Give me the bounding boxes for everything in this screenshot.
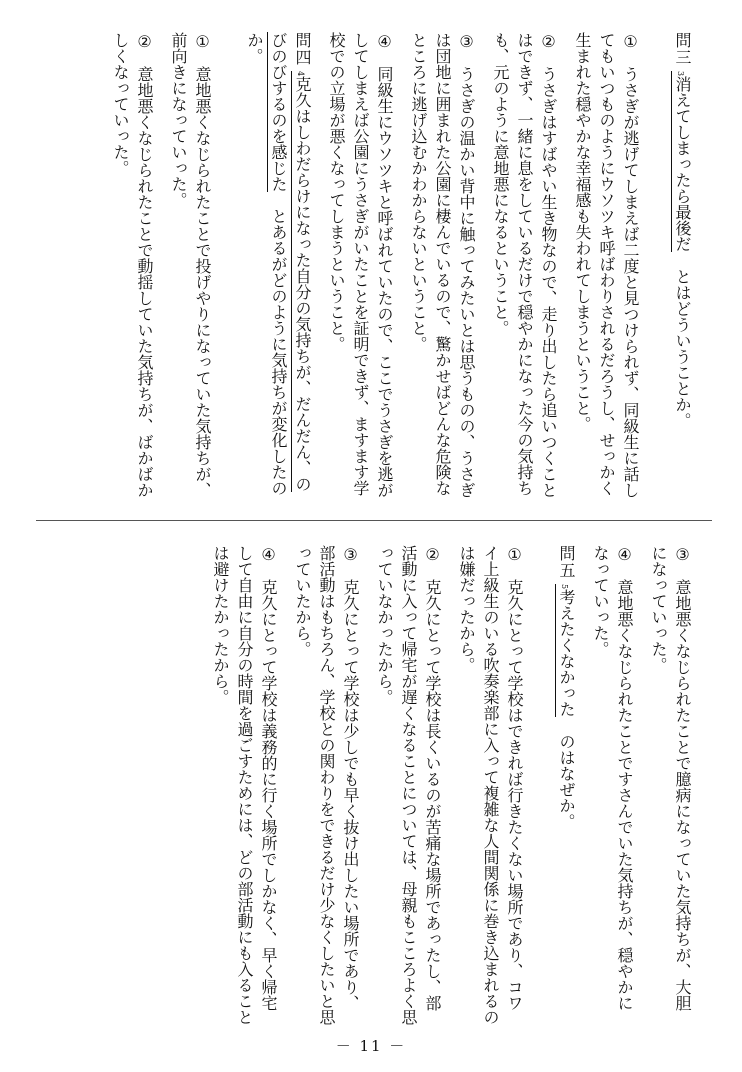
question-5-label: 問五: [557, 545, 576, 579]
question-4-reference-number: 4: [296, 71, 305, 77]
option-number: ①: [505, 545, 524, 564]
option-number: ①: [193, 32, 212, 51]
section-divider: [36, 520, 712, 521]
question-4-prompt: とあるがどのように気持ちが変化したのか。: [245, 32, 288, 496]
question-4-option-3[interactable]: [646, 545, 694, 1025]
option-number: ②: [423, 545, 442, 564]
question-5-reference-number: 5: [560, 584, 569, 590]
option-text: 意地悪くなじられたことで動揺していた気持ちが、ばかばかしくなっていった。: [111, 32, 154, 499]
option-text: うさぎが逃げてしまえば二度と見つけられず、同級生に話してもいつものようにウソツキ呼ばわりされるだろうし、せっかく生まれた穏やかな幸福感も失われてしまうということ。: [573, 32, 640, 499]
question-3-option-1[interactable]: [570, 32, 642, 507]
option-number: ③: [341, 545, 360, 564]
question-3-underlined-text: 3消えてしまったら最後だ: [673, 71, 692, 253]
question-3-reference-number: 3: [676, 71, 685, 77]
option-number: ④: [615, 545, 634, 564]
option-number: ④: [375, 32, 394, 51]
option-text: 克久にとって学校は少しでも早く抜け出したい場所であり、部活動はもちろん、学校との関わりをできるだけ少なくしたいと思っていたから。: [293, 545, 360, 1025]
question-4-option-1[interactable]: [166, 32, 214, 507]
top-section: [98, 32, 694, 507]
question-3-prompt: とはどういうことか。: [673, 252, 692, 429]
question-3-option-2[interactable]: [488, 32, 560, 507]
option-text: 意地悪くなじられたことで投げやりになっていた気持ちが、前向きになっていった。: [169, 32, 212, 499]
question-3-option-4[interactable]: [324, 32, 396, 507]
option-text: 意地悪くなじられたことで臆病になっていた気持ちが、大胆になっていった。: [649, 545, 692, 1012]
question-5-option-1[interactable]: [454, 545, 526, 1025]
question-4-label: 問四: [293, 32, 312, 66]
option-number: ①: [621, 32, 640, 51]
option-number: ④: [259, 545, 278, 564]
option-text: うさぎはすばやい生き物なので、走り出したら追いつくことはできず、一緒に息をしているだけで穏やかになった今の気持ちも、元のように意地悪になるということ。: [491, 32, 558, 499]
option-number: ②: [135, 32, 154, 51]
option-text: 同級生にウソツキと呼ばれていたので、ここでうさぎを逃がしてしまえば公園にうさぎがいたことを証明できず、ますます学校での立場が悪くなってしまうということ。: [327, 32, 394, 499]
question-4-heading: [242, 32, 314, 507]
question-4-option-4[interactable]: [588, 545, 636, 1025]
option-number: ③: [673, 545, 692, 564]
option-number: ③: [457, 32, 476, 51]
question-5-option-4[interactable]: [208, 545, 280, 1025]
question-5-prompt: のはなぜか。: [557, 717, 576, 830]
option-text: うさぎの温かい背中に触ってみたいとは思うものの、うさぎは団地に囲まれた公園に棲んでいるので、驚かせばどんな危険なところに逃げ込むかわからないということ。: [409, 32, 476, 499]
option-text: 克久にとって学校は長くいるのが苦痛な場所であったし、部活動に入って帰宅が遅くなることについては、母親もこころよく思っていなかったから。: [375, 545, 442, 1025]
page-number: － 11 －: [335, 1037, 407, 1055]
question-3-heading: [670, 32, 694, 507]
question-5-underlined-text: 5考えたくなかった: [557, 584, 576, 718]
option-text: 克久にとって学校は義務的に行く場所でしかなく、早く帰宅して自由に自分の時間を過ごすためには、どの部活動にも入ることは避けたかったから。: [211, 545, 278, 1025]
bottom-section: [198, 545, 694, 1025]
question-3-option-3[interactable]: [406, 32, 478, 507]
question-4-option-2[interactable]: [108, 32, 156, 507]
question-5-heading: [554, 545, 578, 1025]
option-text: 意地悪くなじられたことですさんでいた気持ちが、穏やかになっていった。: [591, 545, 634, 1012]
question-5-option-3[interactable]: [290, 545, 362, 1025]
question-4-underlined-text: 4克久はしわだらけになった自分の気持ちが、だんだん、のびのびするのを感じた: [269, 32, 312, 493]
option-text: 克久にとって学校はできれば行きたくない場所であり、コワイ上級生のいる吹奏楽部に入って複雑な人間関係に巻き込まれるのは嫌だったから。: [457, 545, 524, 1025]
question-5-option-2[interactable]: [372, 545, 444, 1025]
question-3-label: 問三: [673, 32, 692, 66]
option-number: ②: [539, 32, 558, 51]
